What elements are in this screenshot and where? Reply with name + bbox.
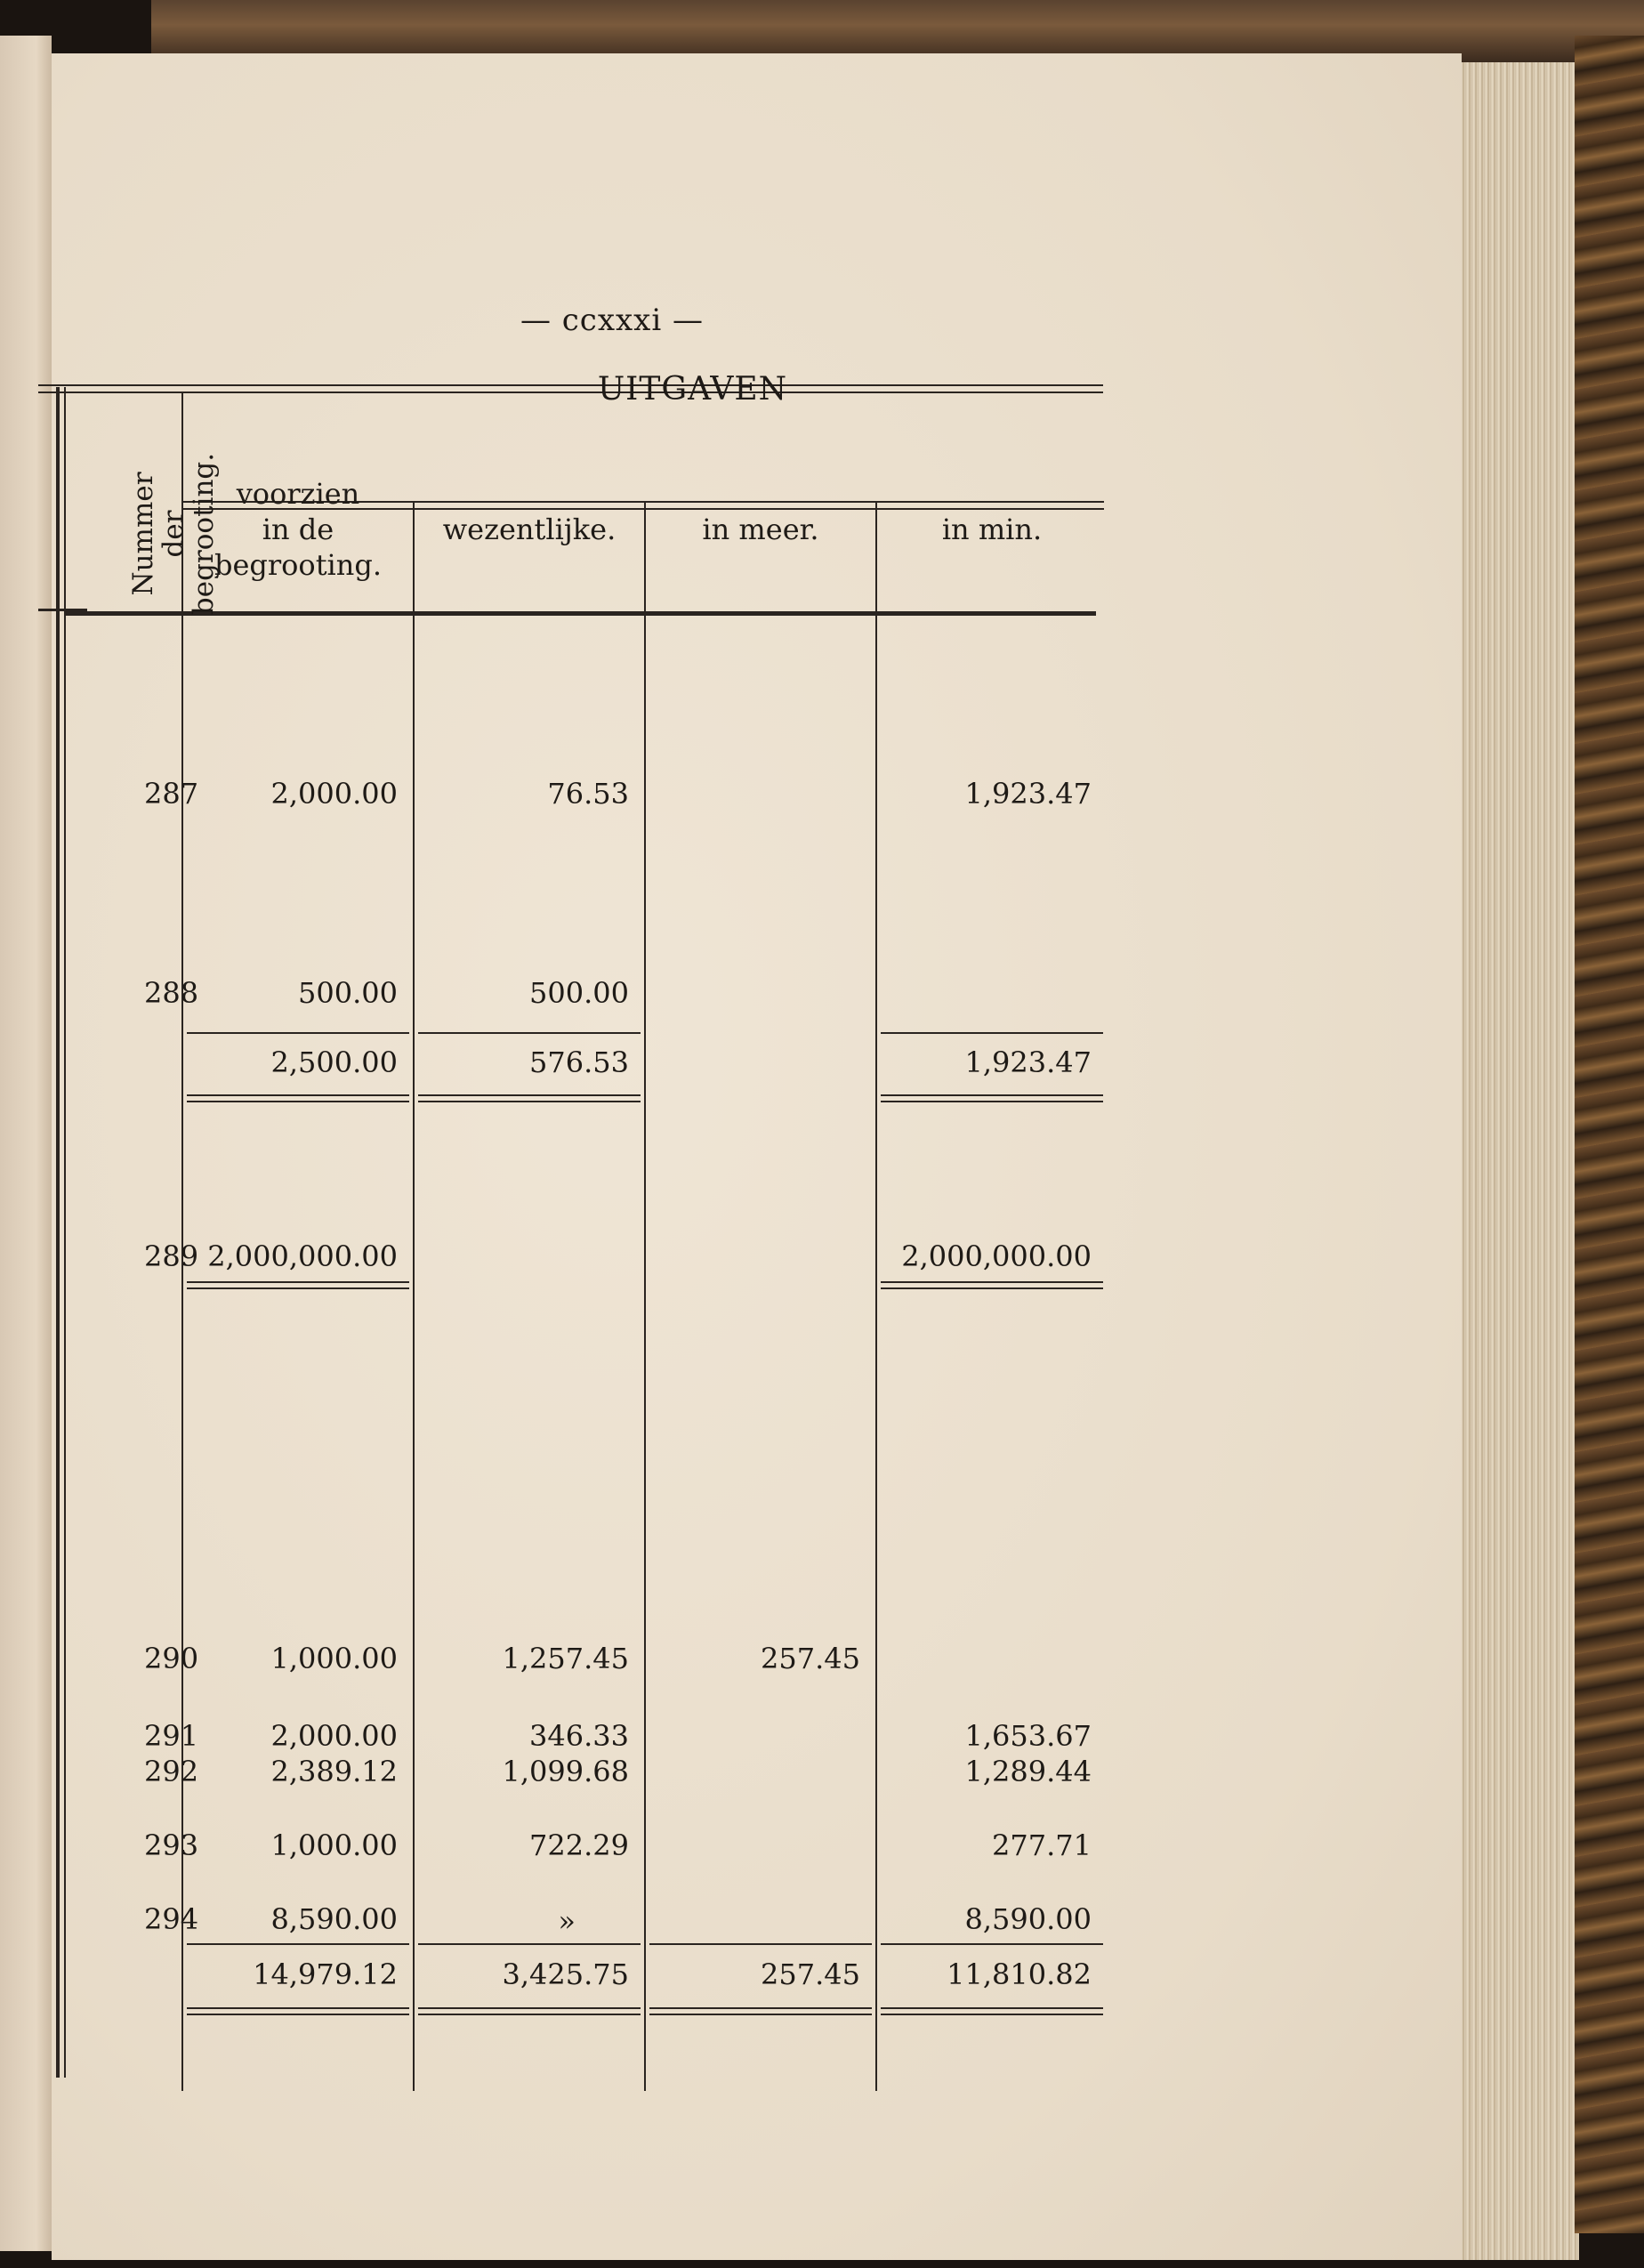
left-page-edge — [0, 36, 52, 2251]
subtotal-double-rule — [881, 1101, 1103, 1102]
total-double-rule — [187, 2014, 409, 2015]
total-double-rule — [418, 2014, 641, 2015]
cell-meer: 257.45 — [761, 1642, 860, 1675]
header-col-wezentlijke: wezentlijke. — [442, 513, 616, 546]
cell-wezentlijke: 346.33 — [529, 1719, 629, 1753]
header-group-title: UITGAVEN — [597, 371, 788, 408]
left-frame-line-2 — [64, 387, 66, 2078]
row-number: 288 — [144, 976, 199, 1010]
row-number: 294 — [144, 1902, 199, 1936]
cell-min: 1,653.67 — [964, 1719, 1092, 1753]
total-double-rule — [881, 2014, 1103, 2015]
cell-voorzien: 2,000.00 — [270, 777, 398, 811]
total-rule — [187, 1943, 409, 1945]
subtotal-double-rule — [418, 1101, 641, 1102]
total-rule — [418, 1943, 641, 1945]
cell-voorzien: 2,000,000.00 — [207, 1239, 398, 1273]
total-rule — [881, 1943, 1103, 1945]
total-double-rule — [649, 2014, 872, 2015]
subtotal-rule — [187, 1032, 409, 1034]
cell-wezentlijke: 1,099.68 — [502, 1755, 629, 1788]
total-min: 11,810.82 — [947, 1957, 1092, 1991]
cell-voorzien: 1,000.00 — [270, 1828, 398, 1862]
cell-wezentlijke: 500.00 — [529, 976, 629, 1010]
row289-double-rule — [187, 1287, 409, 1289]
subtotal-double-rule — [187, 1094, 409, 1096]
total-double-rule — [881, 2007, 1103, 2009]
total-meer: 257.45 — [761, 1957, 860, 1991]
cell-voorzien: 500.00 — [298, 976, 398, 1010]
subtotal-rule — [418, 1032, 641, 1034]
total-double-rule — [418, 2007, 641, 2009]
subtotal-min: 1,923.47 — [964, 1045, 1092, 1079]
header-col-meer: in meer. — [702, 513, 819, 546]
subtotal-double-rule — [187, 1101, 409, 1102]
row-number: 293 — [144, 1828, 199, 1862]
cell-wezentlijke: » — [558, 1904, 576, 1938]
row-number: 292 — [144, 1755, 199, 1788]
cell-min: 277.71 — [992, 1828, 1092, 1862]
total-rule — [649, 1943, 872, 1945]
cell-wezentlijke: 722.29 — [529, 1828, 629, 1862]
cell-min: 8,590.00 — [964, 1902, 1092, 1936]
book-binding-right — [1575, 36, 1644, 2233]
column-divider — [644, 503, 646, 2091]
cell-wezentlijke: 76.53 — [547, 777, 629, 811]
row289-double-rule — [881, 1281, 1103, 1283]
subtotal-voorzien: 2,500.00 — [270, 1045, 398, 1079]
row289-double-rule — [881, 1287, 1103, 1289]
row289-double-rule — [187, 1281, 409, 1283]
cell-voorzien: 2,000.00 — [270, 1719, 398, 1753]
row-number: 289 — [144, 1239, 199, 1273]
subtotal-double-rule — [881, 1094, 1103, 1096]
cell-voorzien: 8,590.00 — [270, 1902, 398, 1936]
cell-min: 2,000,000.00 — [901, 1239, 1092, 1273]
cell-min: 1,289.44 — [964, 1755, 1092, 1788]
page — [52, 53, 1462, 2260]
subtotal-rule — [881, 1032, 1103, 1034]
column-divider — [875, 503, 877, 2091]
cell-voorzien: 1,000.00 — [270, 1642, 398, 1675]
header-col-voorzien: voorzien in de begrooting. — [214, 477, 383, 582]
row-number: 291 — [144, 1719, 199, 1753]
row-number: 290 — [144, 1642, 199, 1675]
subtotal-wezentlijke: 576.53 — [529, 1045, 629, 1079]
total-wezentlijke: 3,425.75 — [502, 1957, 629, 1991]
cell-voorzien: 2,389.12 — [270, 1755, 398, 1788]
left-frame-line — [56, 387, 60, 2078]
subtotal-double-rule — [418, 1094, 641, 1096]
cell-wezentlijke: 1,257.45 — [502, 1642, 629, 1675]
column-divider — [413, 503, 415, 2091]
cell-min: 1,923.47 — [964, 777, 1092, 811]
total-double-rule — [649, 2007, 872, 2009]
page-stack-edge — [1459, 62, 1579, 2260]
header-col-min: in min. — [941, 513, 1043, 546]
total-voorzien: 14,979.12 — [253, 1957, 398, 1991]
page-folio: — ccxxxi — — [520, 303, 705, 338]
header-number-label: Nummer der begrooting. — [127, 452, 220, 616]
total-double-rule — [187, 2007, 409, 2009]
row-number: 287 — [144, 777, 199, 811]
